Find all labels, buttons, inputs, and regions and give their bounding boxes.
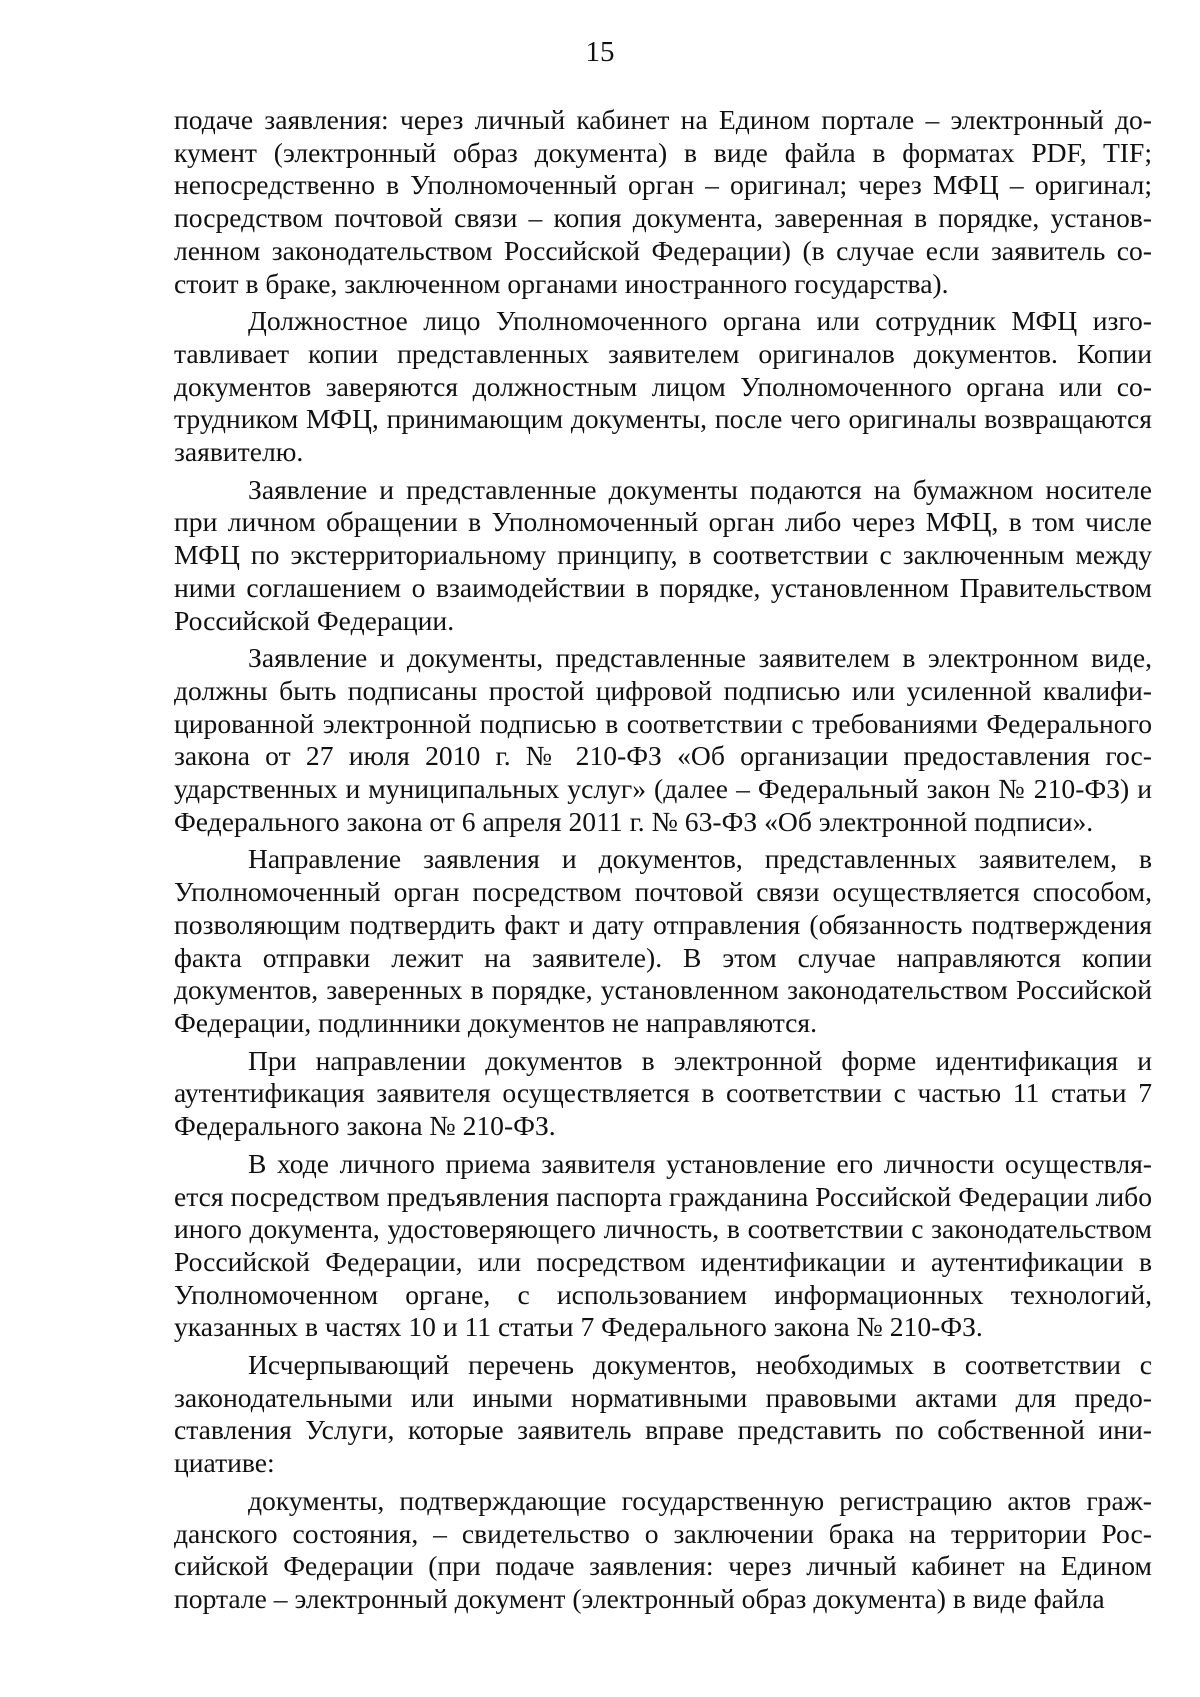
document-body bbox=[174, 104, 1152, 1621]
page-number: 15 bbox=[585, 36, 615, 68]
paragraph-identification: При направлении документов в электронной форме идентификация и аутентификация заявителя осуществляется в соответствии с частью 11 статьи 7 Федерального закона № 210-ФЗ. bbox=[174, 1044, 1152, 1142]
paragraph-civil-status-documents: документы, подтверждающие государственную регистрацию актов гражданского состояния, – свидетельство о заключении брака на территории Российской Федерации (при подаче заявления: через личный кабинет на Едином портале – электронный документ (электронный образ документа) в виде файла bbox=[174, 1484, 1152, 1614]
paragraph-documents-list-intro: Исчерпывающий перечень документов, необходимых в соответствии с законодательными или иными нормативными правовыми актами для предоставления Услуги, которые заявитель вправе представить по собственной инициативе: bbox=[174, 1349, 1152, 1479]
paragraph-electronic-signature: Заявление и документы, представленные заявителем в электронном виде, должны быть подписаны простой цифровой подписью или усиленной квалифицированной электронной подписью в соответствии с требованиями Федерального закона от 27 июля 2010 г. № 210-ФЗ «Об организации предоставления государственных и муниципальных услуг» (далее – Федеральный закон № 210-ФЗ) и Федерального закона от 6 апреля 2011 г. № 63-ФЗ «Об электронной подписи». bbox=[174, 642, 1152, 837]
paragraph-paper-submission: Заявление и представленные документы подаются на бумажном носителе при личном обращении в Уполномоченный орган либо через МФЦ, в том числе МФЦ по экстерриториальному принципу, в соответствии с заключенным между ними соглашением о взаимодействии в порядке, установленном Правительством Российской Федерации. bbox=[174, 473, 1152, 636]
paragraph-continuation: подаче заявления: через личный кабинет на Едином портале – электронный документ (электронный образ документа) в виде файла в форматах PDF, TIF; непосредственно в Уполномоченный орган – оригинал; через МФЦ – оригинал; посредством почтовой связи – копия документа, заверенная в порядке, установленном законодательством Российской Федерации) (в случае если заявитель состоит в браке, заключенном органами иностранного государства). bbox=[174, 104, 1152, 299]
paragraph-copies-certification: Должностное лицо Уполномоченного органа или сотрудник МФЦ изготавливает копии представленных заявителем оригиналов документов. Копии документов заверяются должностным лицом Уполномоченного органа или сотрудником МФЦ, принимающим документы, после чего оригиналы возвращаются заявителю. bbox=[174, 305, 1152, 468]
paragraph-postal-submission: Направление заявления и документов, представленных заявителем, в Уполномоченный орган посредством почтовой связи осуществляется способом, позволяющим подтвердить факт и дату отправления (обязанность подтверждения факта отправки лежит на заявителе). В этом случае направляются копии документов, заверенных в порядке, установленном законодательством Российской Федерации, подлинники документов не направляются. bbox=[174, 843, 1152, 1038]
paragraph-personal-reception: В ходе личного приема заявителя установление его личности осуществляется посредством предъявления паспорта гражданина Российской Федерации либо иного документа, удостоверяющего личность, в соответствии с законодательством Российской Федерации, или посредством идентификации и аутентификации в Уполномоченном органе, с использованием информационных технологий, указанных в частях 10 и 11 статьи 7 Федерального закона № 210-ФЗ. bbox=[174, 1147, 1152, 1343]
